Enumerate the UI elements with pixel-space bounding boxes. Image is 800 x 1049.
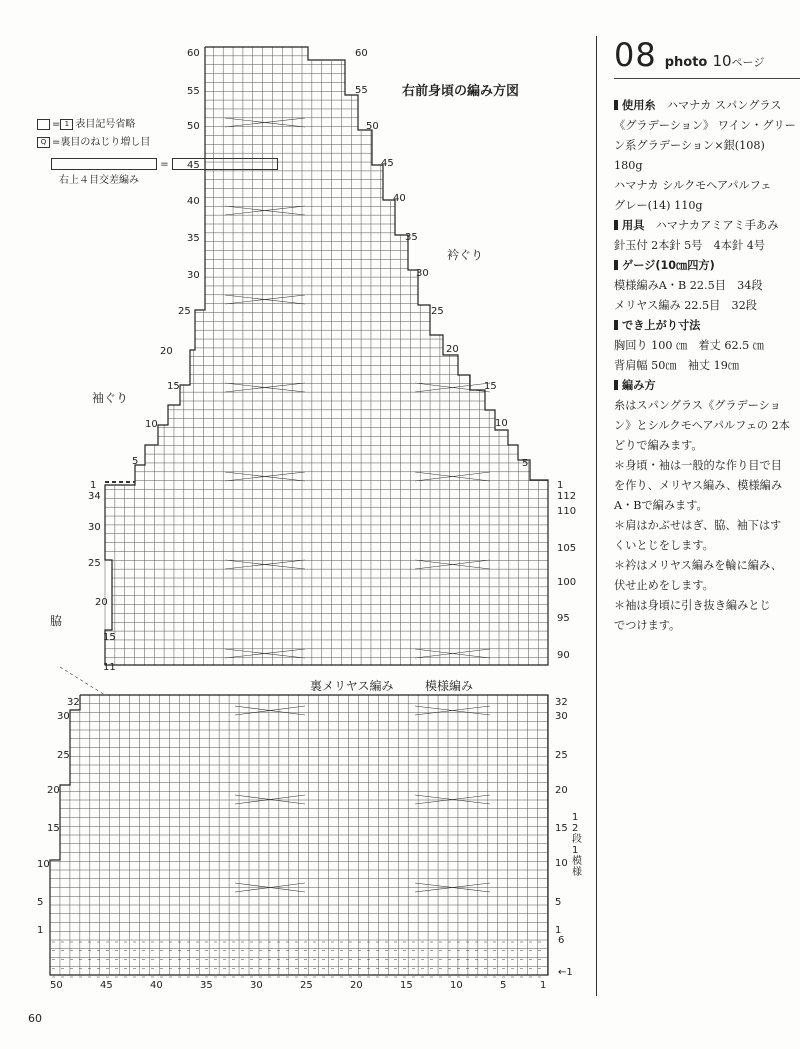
pattern-header: [614, 36, 764, 74]
yarn-line: 《グラデーション》 ワイン・グリー: [614, 119, 796, 132]
stitch-number: 5: [500, 980, 507, 991]
row-number-left: 40: [187, 196, 200, 207]
row-number-right: 5: [555, 897, 562, 908]
row-number-right: 50: [366, 121, 379, 132]
instructions: [614, 96, 800, 636]
row-number-right: 60: [355, 48, 368, 59]
legend-item1-text: 表目記号省略: [75, 119, 136, 130]
pattern-number: 08: [614, 36, 657, 74]
stitch-number: 40: [150, 980, 163, 991]
row-number-right: 112: [557, 491, 577, 502]
method-line: 伏せ止めをします。: [614, 579, 714, 592]
side-dash: [60, 667, 105, 695]
row-number-left: 15: [103, 632, 116, 643]
row-number-left: 5: [132, 456, 139, 467]
row-number-left: 30: [88, 522, 101, 533]
row-number-right: 45: [381, 158, 394, 169]
photo-page: 10: [712, 52, 732, 70]
method-line: 糸はスパングラス《グラデーショ: [614, 399, 781, 412]
row-number-left: 1: [37, 925, 44, 936]
row-number-left: 20: [47, 785, 60, 796]
twist-increase-icon: Q: [37, 137, 50, 148]
gauge-line: メリヤス編み 22.5目 32段: [614, 299, 757, 312]
row-number-left: 15: [167, 381, 180, 392]
row-number-left: 55: [187, 86, 200, 97]
armhole-label: 袖ぐり: [92, 391, 129, 405]
row-number-left: 35: [187, 233, 200, 244]
gauge-line: 模様編みA・B 22.5目 34段: [614, 279, 763, 292]
row-number-left: 25: [178, 306, 191, 317]
row-number-left: 25: [57, 750, 70, 761]
row-number-right: 15: [484, 381, 497, 392]
gauge-heading: ゲージ(10㎝四方): [614, 259, 715, 272]
legend-item3-eq: =: [160, 159, 169, 170]
method-line: ン》とシルクモヘアパルフェの 2本: [614, 419, 790, 432]
row-number-right: 55: [355, 85, 368, 96]
row-number-left: 32: [67, 697, 80, 708]
legend-item3-caption: 右上４目交差編み: [59, 175, 139, 186]
row-number-right: 32: [555, 697, 568, 708]
repeat-label: 12段1模様: [572, 812, 582, 878]
cable-cross-icon: [51, 158, 157, 170]
row-number-left: 15: [47, 823, 60, 834]
stitch-number: 10: [450, 980, 463, 991]
row-number-right: 30: [416, 268, 429, 279]
row-number-right: 10: [555, 858, 568, 869]
size-line: 胸回り 100 ㎝ 着丈 62.5 ㎝: [614, 339, 764, 352]
stitch-number: 35: [200, 980, 213, 991]
method-line: を作り、メリヤス編み、模様編み: [614, 479, 783, 492]
stitch-number: 30: [250, 980, 263, 991]
row-number-right: 20: [446, 344, 459, 355]
yarn-line: ハマナカ シルクモヘアパルフェ: [614, 179, 772, 192]
method-line: でつけます。: [614, 619, 681, 632]
neckline-label: 衿ぐり: [447, 248, 484, 262]
row-number-right: 40: [393, 193, 406, 204]
yarn-line: ン系グラデーション×銀(108): [614, 139, 765, 152]
row-number-right: 20: [555, 785, 568, 796]
stitch-number: 20: [350, 980, 363, 991]
row-number-right: 25: [555, 750, 568, 761]
page-number: 60: [28, 1012, 42, 1025]
size-line: 背肩幅 50㎝ 袖丈 19㎝: [614, 359, 740, 372]
method-heading: 編み方: [614, 379, 656, 392]
row-number-left: 30: [57, 711, 70, 722]
row-number-right: 90: [557, 650, 570, 661]
stitch-number: 45: [100, 980, 113, 991]
row-number-right: 6: [558, 935, 565, 946]
stitch-number: 1: [540, 980, 547, 991]
legend-item-cable: [37, 156, 278, 188]
knit-symbol-icon: 1: [60, 119, 73, 130]
method-line: ＊衿はメリヤス編みを輪に編み、: [614, 559, 783, 572]
legend-eq: =: [52, 119, 61, 130]
row-number-left: 34: [88, 491, 101, 502]
row-number-left: 11: [103, 662, 116, 673]
method-line: ＊袖は身頃に引き抜き編みとじ: [614, 599, 771, 612]
row-number-right: 30: [555, 711, 568, 722]
legend-item2-text: =裏目のねじり増し目: [52, 137, 151, 148]
stitch-number: 50: [50, 980, 63, 991]
row-number-right: 1: [555, 925, 562, 936]
row-number-left: 20: [160, 346, 173, 357]
legend: [37, 116, 278, 188]
row-number-left: 50: [187, 121, 200, 132]
row-number-right: 25: [431, 306, 444, 317]
photo-label: photo: [664, 55, 708, 70]
row-number-left: 60: [187, 48, 200, 59]
yarn-heading: 使用糸: [614, 99, 656, 112]
method-line: ＊身頃・袖は一般的な作り目で目: [614, 459, 782, 472]
yarn-line: ハマナカ スパングラス: [666, 99, 782, 112]
pattern-label: 模様編み: [425, 679, 474, 693]
tools-heading: 用具: [614, 219, 644, 232]
row-number-left: 20: [95, 597, 108, 608]
row-number-right: 95: [557, 613, 570, 624]
method-line: ＊肩はかぶせはぎ、脇、袖下はす: [614, 519, 782, 532]
legend-item-twist: [37, 134, 278, 152]
stitch-number: 25: [300, 980, 313, 991]
row-number-left: 10: [145, 419, 158, 430]
method-line: どりで編みます。: [614, 439, 703, 452]
tools-line: 針玉付 2本針 5号 4本針 4号: [614, 239, 766, 252]
row-number-right: 110: [557, 506, 577, 517]
row-number-left: 25: [88, 558, 101, 569]
tools-line: ハマナカアミアミ手あみ: [655, 219, 779, 232]
row-number-left: 45: [187, 160, 200, 171]
row-number-right: 5: [522, 458, 529, 469]
row-number-right: ←1: [558, 967, 573, 978]
blank-square-icon: [37, 119, 50, 130]
row-number-right: 1: [557, 480, 564, 491]
method-line: A・Bで編みます。: [614, 499, 708, 512]
row-number-left: 10: [37, 859, 50, 870]
chart-title: 右前身頃の編み方図: [402, 84, 520, 99]
row-number-right: 100: [557, 577, 577, 588]
row-number-right: 35: [405, 232, 418, 243]
rev-stockinette-label: 裏メリヤス編み: [310, 679, 394, 693]
stitch-number: 15: [400, 980, 413, 991]
lower-chart-grid: [50, 695, 548, 975]
size-heading: でき上がり寸法: [614, 319, 700, 332]
row-number-left: 5: [37, 897, 44, 908]
method-line: くいとじをします。: [614, 539, 714, 552]
side-label: 脇: [50, 614, 63, 628]
row-number-right: 10: [495, 418, 508, 429]
header-divider: [614, 78, 800, 79]
row-number-right: 15: [555, 823, 568, 834]
row-number-left: 1: [90, 480, 97, 491]
page-word: ページ: [731, 56, 765, 69]
yarn-line: グレー(14) 110g: [614, 199, 703, 212]
legend-item-purl: [37, 116, 278, 134]
row-number-left: 30: [187, 270, 200, 281]
yarn-line: 180g: [614, 159, 643, 172]
row-number-right: 105: [557, 543, 577, 554]
